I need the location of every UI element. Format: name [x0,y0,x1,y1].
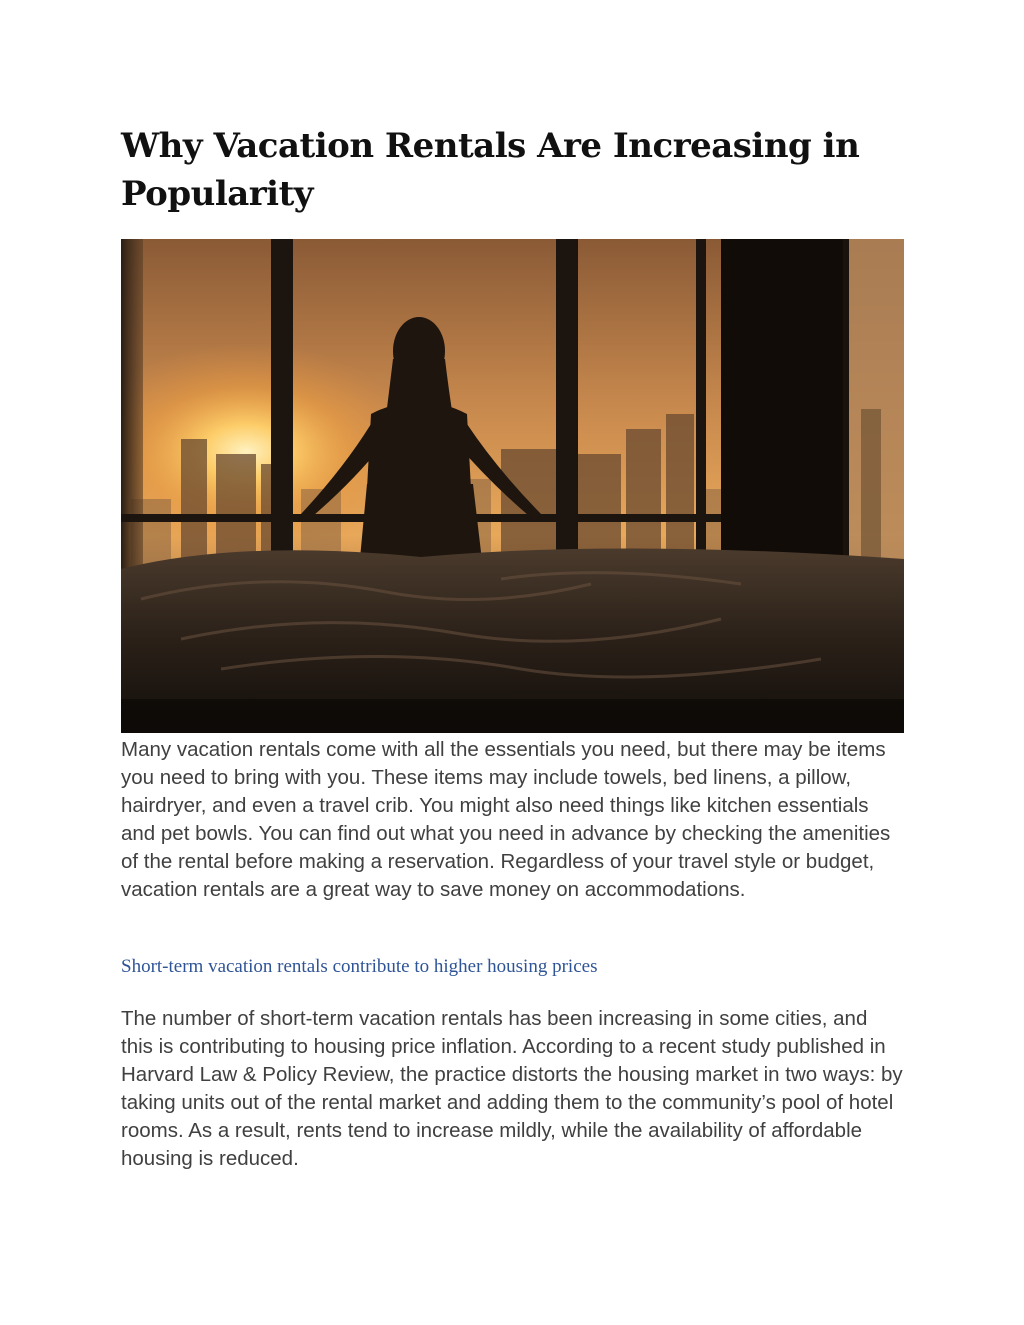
section-heading: Short-term vacation rentals contribute to higher housing prices [121,956,598,977]
housing-paragraph: The number of short-term vacation rentals has been increasing in some cities, and this is contributing to housing price inflation. According to a recent study published in Harvard Law & Policy Review, the practice distorts the housing market in two ways: by taking units out of the rental market and adding them to the community’s pool of hotel rooms. As a result, rents tend to increase mildly, while the availability of affordable housing is reduced. [121,1007,903,1170]
photo-woman-at-window-sunset-icon [121,239,904,733]
hero-image [121,239,904,733]
intro-paragraph: Many vacation rentals come with all the essentials you need, but there may be items you need to bring with you. These items may include towels, bed linens, a pillow, hairdryer, and even a travel crib. You might also need things like kitchen essentials and pet bowls. You can find out what you need in advance by checking the amenities of the rental before making a reservation. Regardless of your travel style or budget, vacation rentals are a great way to save money on accommodations. [121,738,891,901]
page-title: Why Vacation Rentals Are Increasing in Popularity [121,126,860,214]
